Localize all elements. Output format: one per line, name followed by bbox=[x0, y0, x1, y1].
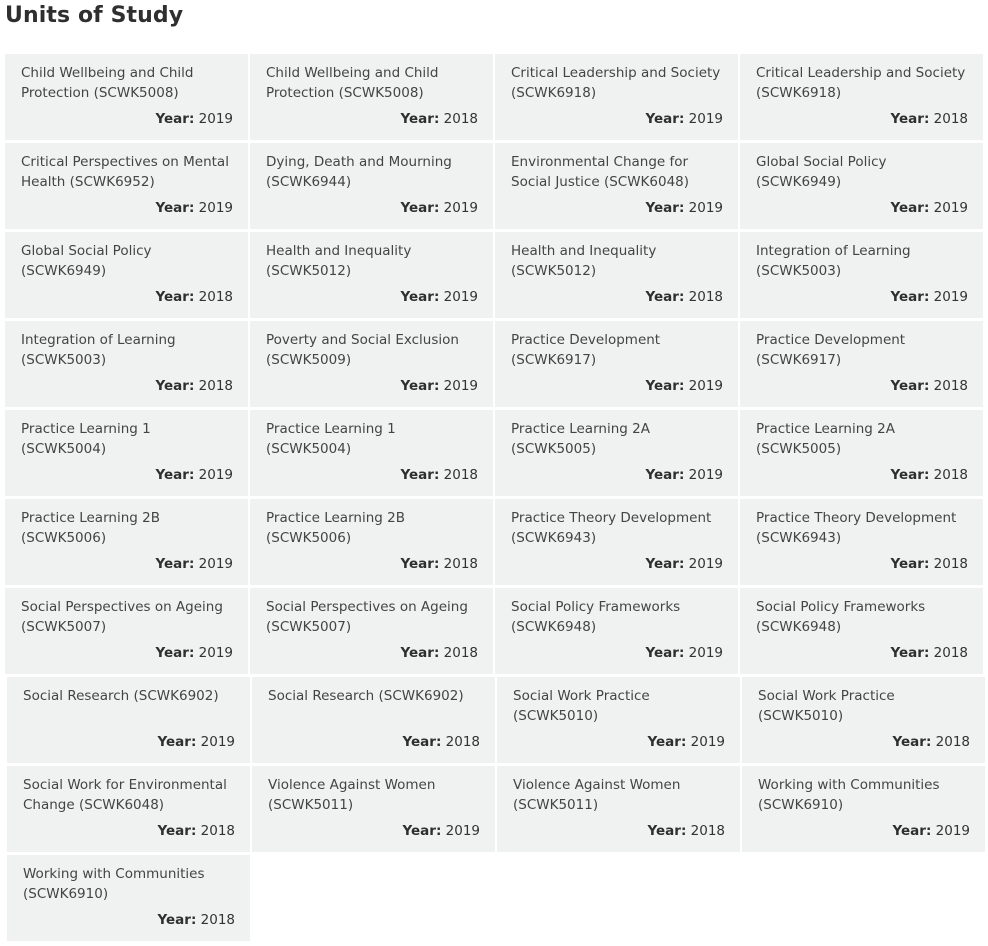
year-label: Year: bbox=[400, 467, 440, 483]
unit-year bbox=[645, 555, 723, 573]
unit-card[interactable] bbox=[250, 499, 493, 585]
unit-year bbox=[400, 377, 478, 395]
unit-title: Social Policy Frameworks (SCWK6948) bbox=[756, 599, 926, 635]
unit-year bbox=[890, 377, 968, 395]
unit-title: Health and Inequality (SCWK5012) bbox=[266, 243, 412, 279]
year-value: 2018 bbox=[443, 645, 478, 661]
unit-title: Practice Learning 1 (SCWK5004) bbox=[266, 421, 396, 457]
year-label: Year: bbox=[400, 378, 440, 394]
unit-title: Practice Theory Development (SCWK6943) bbox=[756, 510, 957, 546]
unit-card[interactable] bbox=[740, 410, 983, 496]
year-label: Year: bbox=[402, 734, 442, 750]
year-value: 2019 bbox=[690, 734, 725, 750]
unit-card[interactable] bbox=[5, 143, 248, 229]
unit-card[interactable] bbox=[740, 588, 983, 674]
year-label: Year: bbox=[155, 289, 195, 305]
unit-year bbox=[645, 199, 723, 217]
year-value: 2018 bbox=[933, 467, 968, 483]
unit-card[interactable] bbox=[250, 143, 493, 229]
unit-card[interactable] bbox=[5, 232, 248, 318]
unit-card[interactable] bbox=[495, 54, 738, 140]
year-value: 2019 bbox=[688, 200, 723, 216]
unit-title: Integration of Learning (SCWK5003) bbox=[756, 243, 911, 279]
unit-title: Practice Learning 2A (SCWK5005) bbox=[756, 421, 895, 457]
year-value: 2018 bbox=[933, 111, 968, 127]
unit-year bbox=[155, 466, 233, 484]
unit-year bbox=[645, 288, 723, 306]
unit-card[interactable] bbox=[250, 54, 493, 140]
unit-title: Critical Leadership and Society (SCWK6918) bbox=[756, 65, 966, 101]
unit-card[interactable] bbox=[742, 766, 985, 852]
unit-title: Health and Inequality (SCWK5012) bbox=[511, 243, 657, 279]
unit-title: Practice Theory Development (SCWK6943) bbox=[511, 510, 712, 546]
year-value: 2019 bbox=[935, 823, 970, 839]
unit-year bbox=[402, 733, 480, 751]
unit-year bbox=[155, 110, 233, 128]
year-label: Year: bbox=[645, 556, 685, 572]
unit-card[interactable] bbox=[495, 143, 738, 229]
unit-card[interactable] bbox=[250, 321, 493, 407]
unit-title: Social Research (SCWK6902) bbox=[268, 688, 464, 704]
year-label: Year: bbox=[157, 734, 197, 750]
unit-title: Practice Learning 2B (SCWK5006) bbox=[266, 510, 405, 546]
unit-card[interactable] bbox=[5, 588, 248, 674]
unit-title: Integration of Learning (SCWK5003) bbox=[21, 332, 176, 368]
unit-year bbox=[155, 199, 233, 217]
unit-title: Poverty and Social Exclusion (SCWK5009) bbox=[266, 332, 459, 368]
unit-title: Social Work for Environmental Change (SCWK6048) bbox=[23, 777, 227, 813]
year-label: Year: bbox=[645, 111, 685, 127]
year-value: 2018 bbox=[933, 645, 968, 661]
unit-title: Practice Learning 2A (SCWK5005) bbox=[511, 421, 650, 457]
unit-card[interactable] bbox=[740, 54, 983, 140]
unit-title: Working with Communities (SCWK6910) bbox=[23, 866, 205, 902]
year-label: Year: bbox=[402, 823, 442, 839]
unit-title: Social Policy Frameworks (SCWK6948) bbox=[511, 599, 681, 635]
unit-card[interactable] bbox=[495, 588, 738, 674]
year-value: 2019 bbox=[443, 200, 478, 216]
unit-card[interactable] bbox=[5, 499, 248, 585]
unit-title: Child Wellbeing and Child Protection (SCWK5008) bbox=[266, 65, 439, 101]
year-value: 2019 bbox=[445, 823, 480, 839]
unit-card[interactable] bbox=[497, 677, 740, 763]
unit-card[interactable] bbox=[7, 677, 250, 763]
year-value: 2019 bbox=[688, 556, 723, 572]
unit-year bbox=[890, 466, 968, 484]
unit-title: Social Perspectives on Ageing (SCWK5007) bbox=[266, 599, 468, 635]
year-value: 2018 bbox=[445, 734, 480, 750]
unit-card[interactable] bbox=[495, 499, 738, 585]
year-label: Year: bbox=[155, 556, 195, 572]
year-value: 2019 bbox=[688, 378, 723, 394]
year-label: Year: bbox=[890, 111, 930, 127]
unit-year bbox=[645, 466, 723, 484]
year-value: 2019 bbox=[198, 645, 233, 661]
year-value: 2019 bbox=[688, 111, 723, 127]
year-value: 2019 bbox=[198, 111, 233, 127]
year-value: 2019 bbox=[198, 200, 233, 216]
unit-title: Practice Learning 2B (SCWK5006) bbox=[21, 510, 160, 546]
year-label: Year: bbox=[155, 111, 195, 127]
unit-year bbox=[155, 555, 233, 573]
unit-year bbox=[400, 288, 478, 306]
unit-year bbox=[400, 199, 478, 217]
year-value: 2019 bbox=[200, 734, 235, 750]
year-label: Year: bbox=[155, 200, 195, 216]
year-value: 2019 bbox=[198, 556, 233, 572]
year-value: 2018 bbox=[933, 556, 968, 572]
unit-year bbox=[647, 733, 725, 751]
page-title: Units of Study bbox=[5, 3, 184, 28]
unit-title: Practice Development (SCWK6917) bbox=[756, 332, 906, 368]
unit-title: Critical Leadership and Society (SCWK6918) bbox=[511, 65, 721, 101]
year-label: Year: bbox=[400, 200, 440, 216]
year-label: Year: bbox=[645, 378, 685, 394]
year-value: 2018 bbox=[935, 734, 970, 750]
unit-title: Practice Learning 1 (SCWK5004) bbox=[21, 421, 151, 457]
unit-title: Dying, Death and Mourning (SCWK6944) bbox=[266, 154, 452, 190]
year-value: 2019 bbox=[933, 289, 968, 305]
unit-year bbox=[400, 644, 478, 662]
unit-card[interactable] bbox=[740, 321, 983, 407]
unit-year bbox=[890, 110, 968, 128]
unit-card[interactable] bbox=[740, 143, 983, 229]
unit-card[interactable] bbox=[7, 855, 250, 941]
unit-year bbox=[890, 644, 968, 662]
year-label: Year: bbox=[157, 912, 197, 928]
unit-year bbox=[157, 733, 235, 751]
unit-year bbox=[645, 644, 723, 662]
year-label: Year: bbox=[892, 823, 932, 839]
unit-title: Social Perspectives on Ageing (SCWK5007) bbox=[21, 599, 223, 635]
unit-card[interactable] bbox=[252, 677, 495, 763]
unit-year bbox=[155, 377, 233, 395]
unit-year bbox=[890, 288, 968, 306]
year-value: 2019 bbox=[443, 378, 478, 394]
year-label: Year: bbox=[645, 467, 685, 483]
year-label: Year: bbox=[155, 467, 195, 483]
year-value: 2018 bbox=[443, 556, 478, 572]
unit-card[interactable] bbox=[742, 677, 985, 763]
unit-year bbox=[155, 644, 233, 662]
year-label: Year: bbox=[645, 645, 685, 661]
unit-card[interactable] bbox=[497, 766, 740, 852]
unit-title: Violence Against Women (SCWK5011) bbox=[513, 777, 681, 813]
year-label: Year: bbox=[647, 734, 687, 750]
year-value: 2018 bbox=[933, 378, 968, 394]
unit-year bbox=[157, 822, 235, 840]
year-label: Year: bbox=[157, 823, 197, 839]
unit-card[interactable] bbox=[7, 766, 250, 852]
unit-title: Working with Communities (SCWK6910) bbox=[758, 777, 940, 813]
unit-year bbox=[890, 199, 968, 217]
year-value: 2018 bbox=[198, 289, 233, 305]
unit-card[interactable] bbox=[740, 232, 983, 318]
unit-title: Global Social Policy (SCWK6949) bbox=[756, 154, 887, 190]
year-label: Year: bbox=[400, 645, 440, 661]
year-label: Year: bbox=[890, 378, 930, 394]
unit-year bbox=[400, 110, 478, 128]
year-label: Year: bbox=[890, 200, 930, 216]
unit-card[interactable] bbox=[5, 321, 248, 407]
unit-title: Practice Development (SCWK6917) bbox=[511, 332, 661, 368]
year-label: Year: bbox=[155, 645, 195, 661]
unit-card[interactable] bbox=[740, 499, 983, 585]
unit-card[interactable] bbox=[495, 232, 738, 318]
year-label: Year: bbox=[890, 645, 930, 661]
unit-title: Violence Against Women (SCWK5011) bbox=[268, 777, 436, 813]
year-value: 2019 bbox=[933, 200, 968, 216]
year-label: Year: bbox=[400, 556, 440, 572]
year-label: Year: bbox=[645, 200, 685, 216]
unit-year bbox=[890, 555, 968, 573]
unit-card[interactable] bbox=[495, 321, 738, 407]
year-label: Year: bbox=[645, 289, 685, 305]
year-label: Year: bbox=[892, 734, 932, 750]
unit-title: Global Social Policy (SCWK6949) bbox=[21, 243, 152, 279]
unit-card[interactable] bbox=[5, 410, 248, 496]
unit-card[interactable] bbox=[250, 232, 493, 318]
year-value: 2018 bbox=[688, 289, 723, 305]
unit-card[interactable] bbox=[250, 410, 493, 496]
unit-title: Child Wellbeing and Child Protection (SCWK5008) bbox=[21, 65, 194, 101]
unit-year bbox=[645, 110, 723, 128]
unit-year bbox=[647, 822, 725, 840]
unit-title: Social Work Practice (SCWK5010) bbox=[513, 688, 650, 724]
year-label: Year: bbox=[890, 289, 930, 305]
unit-year bbox=[155, 288, 233, 306]
year-label: Year: bbox=[400, 111, 440, 127]
year-value: 2019 bbox=[198, 467, 233, 483]
unit-year bbox=[892, 822, 970, 840]
unit-year bbox=[400, 555, 478, 573]
unit-title: Social Research (SCWK6902) bbox=[23, 688, 219, 704]
year-label: Year: bbox=[647, 823, 687, 839]
year-label: Year: bbox=[155, 378, 195, 394]
unit-year bbox=[400, 466, 478, 484]
year-value: 2019 bbox=[688, 645, 723, 661]
unit-year bbox=[157, 911, 235, 929]
unit-card[interactable] bbox=[252, 766, 495, 852]
year-value: 2018 bbox=[443, 467, 478, 483]
unit-year bbox=[402, 822, 480, 840]
year-label: Year: bbox=[890, 467, 930, 483]
unit-title: Critical Perspectives on Mental Health (SCWK6952) bbox=[21, 154, 229, 190]
year-label: Year: bbox=[400, 289, 440, 305]
year-value: 2018 bbox=[200, 823, 235, 839]
year-value: 2019 bbox=[443, 289, 478, 305]
unit-title: Social Work Practice (SCWK5010) bbox=[758, 688, 895, 724]
year-label: Year: bbox=[890, 556, 930, 572]
year-value: 2018 bbox=[443, 111, 478, 127]
unit-card[interactable] bbox=[250, 588, 493, 674]
unit-year bbox=[645, 377, 723, 395]
year-value: 2018 bbox=[198, 378, 233, 394]
unit-card[interactable] bbox=[495, 410, 738, 496]
year-value: 2018 bbox=[200, 912, 235, 928]
unit-title: Environmental Change for Social Justice (SCWK6048) bbox=[511, 154, 690, 190]
unit-year bbox=[892, 733, 970, 751]
year-value: 2019 bbox=[688, 467, 723, 483]
unit-card[interactable] bbox=[5, 54, 248, 140]
year-value: 2018 bbox=[690, 823, 725, 839]
